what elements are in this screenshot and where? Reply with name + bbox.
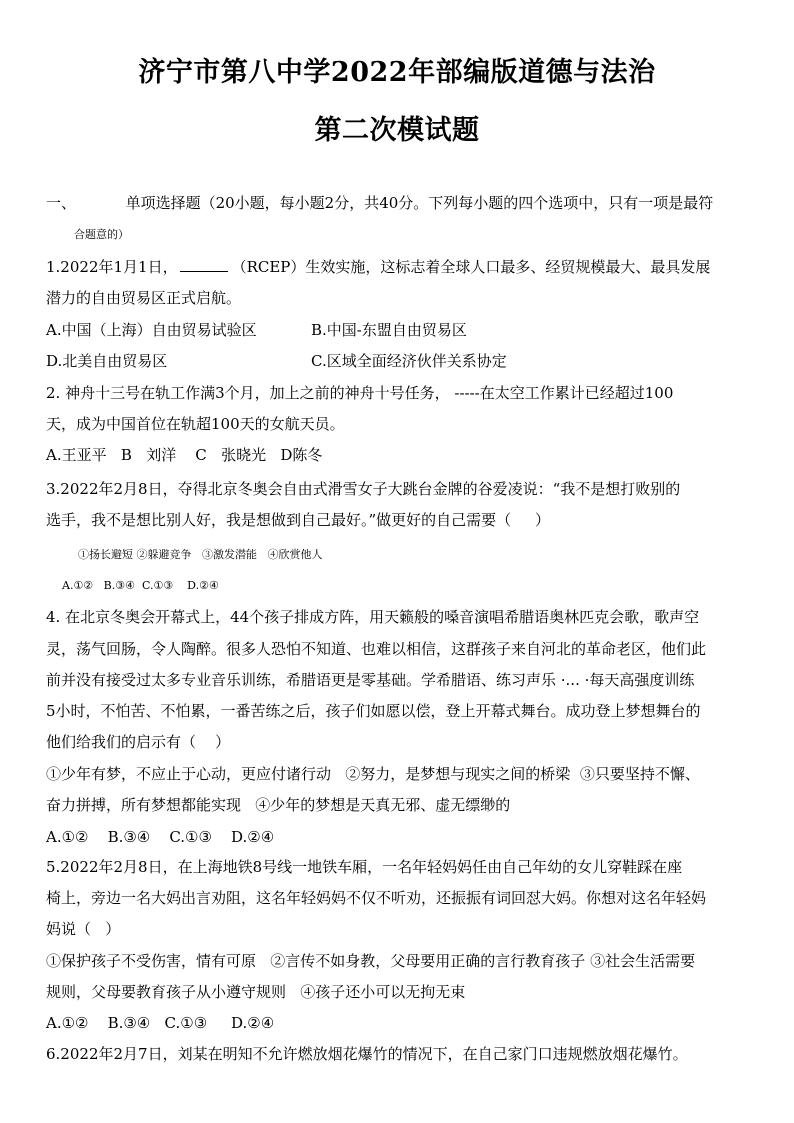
- section-heading-text: 单项选择题（20小题，每小题2分，共40分。下列每小题的四个选项中，只有一项是最符: [125, 194, 714, 212]
- q1-blank: [180, 257, 228, 272]
- question-3-line-1: 3.2022年2月8日，夺得北京冬奥会自由式滑雪女子大跳台金牌的谷爱凌说：“我不是想打败别的: [46, 480, 681, 498]
- question-5-items-1: ①保护孩子不受伤害，情有可原 ②言传不如身教，父母要用正确的言行教育孩子 ③社会生活需要: [46, 952, 696, 970]
- question-1-line-2: 潜力的自由贸易区正式启航。: [46, 289, 242, 307]
- q1-option-d: D.北美自由贸易区: [46, 352, 168, 370]
- question-4-line-4: 5小时，不怕苦、不怕累，一番苦练之后，孩子们如愿以偿，登上开幕式舞台。成功登上梦想舞台的: [46, 702, 701, 720]
- question-3-options: A.①② B.③④ C.①③ D.②④: [62, 579, 219, 592]
- question-4-line-1: 4. 在北京冬奥会开幕式上，44个孩子排成方阵，用天籁般的嗓音演唱希腊语奥林匹克会歌，歌声空: [46, 608, 700, 626]
- q1-text-pre: 1.2022年1月1日，: [46, 258, 178, 276]
- section-heading-line: [46, 193, 756, 213]
- question-4-line-3: 前并没有接受过太多专业音乐训练，希腊语更是零基础。学希腊语、练习声乐 ·... ·每天高强度训练: [46, 671, 695, 689]
- q1-option-c: C.区域全面经济伙伴关系协定: [311, 352, 507, 370]
- q1-option-a: A.中国（上海）自由贸易试验区: [46, 321, 257, 339]
- question-5-options: A.①② B.③④ C.①③ D.②④: [46, 1014, 275, 1032]
- section-number: 一、: [46, 194, 77, 212]
- exam-subtitle: 第二次模试题: [314, 115, 480, 146]
- question-5-line-1: 5.2022年2月8日，在上海地铁8号线一地铁车厢，一名年轻妈妈任由自己年幼的女儿穿鞋踩在座: [46, 858, 683, 876]
- question-4-line-5: 他们给我们的启示有（ ）: [46, 733, 231, 751]
- question-5-items-2: 规则，父母要教育孩子从小遵守规则 ④孩子还小可以无拘无束: [46, 983, 466, 1001]
- question-2-line-2: 天，成为中国首位在轨超100天的女航天员。: [46, 415, 345, 433]
- question-2-options: A.王亚平 B 刘洋 C 张晓光 D陈冬: [46, 446, 323, 464]
- question-2-line-1: 2. 神舟十三号在轨工作满3个月，加上之前的神舟十号任务， -----在太空工作累计已经超过100: [46, 384, 674, 402]
- question-3-line-2: 选手，我不是想比别人好，我是想做到自己最好。”做更好的自己需要（ ）: [46, 511, 551, 529]
- question-4-items-1: ①少年有梦，不应止于心动，更应付诸行动 ②努力，是梦想与现实之间的桥梁 ③只要坚持不懈、: [46, 765, 700, 783]
- question-3-items: ①扬长避短 ②躲避竞争 ③激发潜能 ④欣赏他人: [78, 548, 323, 561]
- question-4-options: A.①② B.③④ C.①③ D.②④: [46, 828, 275, 846]
- question-5-line-3: 妈说（ ）: [46, 920, 121, 938]
- question-4-items-2: 奋力拼搏，所有梦想都能实现 ④少年的梦想是天真无邪、虚无缥缈的: [46, 796, 511, 814]
- question-1-line-1: [46, 257, 756, 277]
- q1-option-b: B.中国-东盟自由贸易区: [311, 321, 467, 339]
- q1-text-post: （RCEP）生效实施，这标志着全球人口最多、经贸规模最大、最具发展: [231, 258, 711, 276]
- question-5-line-2: 椅上，旁边一名大妈出言劝阻，这名年轻妈妈不仅不听劝，还振振有词回怼大妈。你想对这名年轻妈: [46, 889, 707, 907]
- question-6-line-1: 6.2022年2月7日，刘某在明知不允许燃放烟花爆竹的情况下，在自己家门口违规燃放烟花爆竹。: [46, 1045, 688, 1063]
- question-4-line-2: 灵，荡气回肠，令人陶醉。很多人恐怕不知道、也难以相信，这群孩子来自河北的革命老区，他们此: [46, 640, 707, 658]
- section-heading-cont: 合题意的）: [74, 228, 129, 241]
- exam-title: 济宁市第八中学2022年部编版道德与法治: [138, 57, 656, 88]
